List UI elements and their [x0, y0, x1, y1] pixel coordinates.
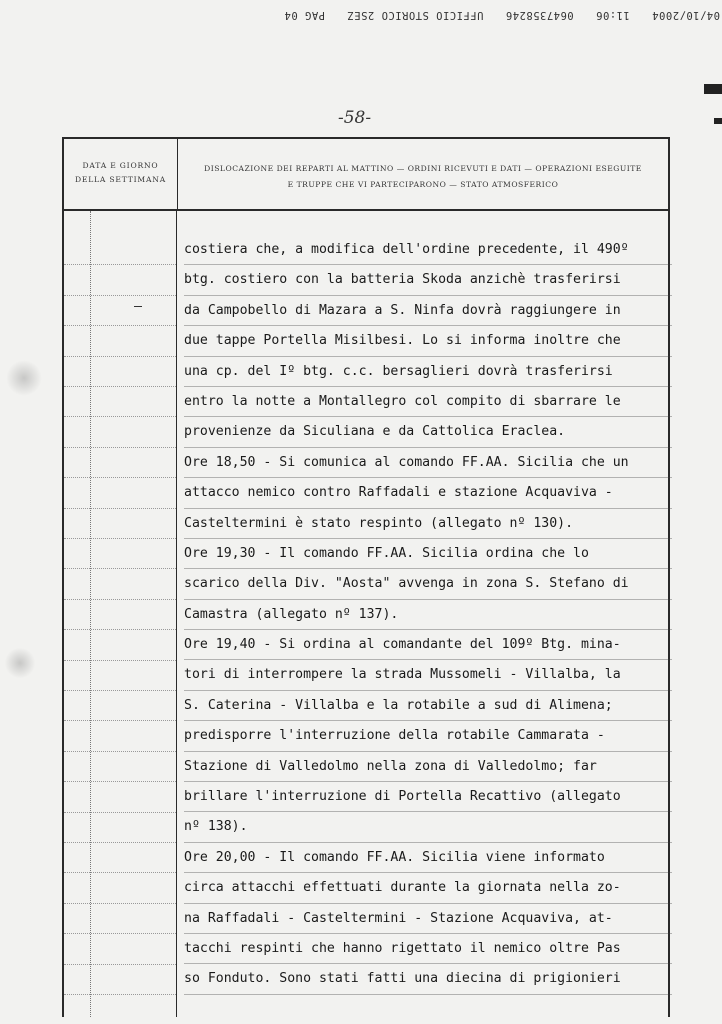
text-line: na Raffadali - Casteltermini - Stazione Acquaviva, at-: [184, 904, 672, 934]
text-line: brillare l'interruzione di Portella Recattivo (allegato: [184, 782, 672, 812]
date-column-rule: [64, 386, 176, 387]
fax-date: 04/10/2004: [651, 9, 720, 21]
text-line: costiera che, a modifica dell'ordine precedente, il 490º: [184, 235, 672, 265]
page-number: -58-: [338, 108, 372, 128]
date-column-rule: [64, 325, 176, 326]
date-header-line: DELLA SETTIMANA: [74, 175, 167, 184]
text-line: Ore 18,50 - Si comunica al comando FF.AA. Sicilia che un: [184, 448, 672, 478]
fax-number: 0647358246: [505, 9, 574, 21]
date-column-rule: [64, 629, 176, 630]
date-column-rule: [64, 812, 176, 813]
text-line: Ore 19,30 - Il comando FF.AA. Sicilia ordina che lo: [184, 539, 672, 569]
date-column-rule: [64, 416, 176, 417]
date-column-rule: [64, 508, 176, 509]
date-column-rule: [64, 690, 176, 691]
date-column-header: [64, 139, 178, 209]
text-line: predisporre l'interruzione della rotabile Cammarata -: [184, 721, 672, 751]
edge-mark: [714, 118, 722, 124]
text-line: Ore 19,40 - Si ordina al comandante del 109º Btg. mina-: [184, 630, 672, 660]
text-line: entro la notte a Montallegro col compito di sbarrare le: [184, 387, 672, 417]
text-line: Ore 20,00 - Il comando FF.AA. Sicilia viene informato: [184, 843, 672, 873]
date-column-rule: [64, 264, 176, 265]
date-column-rule: [64, 568, 176, 569]
scan-smudge: [4, 648, 36, 678]
document-body: [184, 235, 672, 995]
text-line: so Fonduto. Sono stati fatti una diecina di prigionieri: [184, 964, 672, 994]
date-column-rule: [64, 538, 176, 539]
margin-dash: [134, 306, 142, 307]
date-column-rule: [64, 842, 176, 843]
date-column-rule: [64, 599, 176, 600]
fax-page: PAG 04: [284, 9, 326, 21]
description-column-header: [178, 139, 668, 231]
fax-sender: UFFICIO STORICO 2SEZ: [347, 9, 484, 21]
text-line: btg. costiero con la batteria Skoda anzichè trasferirsi: [184, 265, 672, 295]
text-line: attacco nemico contro Raffadali e stazione Acquaviva -: [184, 478, 672, 508]
date-column-rule: [64, 903, 176, 904]
text-line: Camastra (allegato nº 137).: [184, 600, 672, 630]
text-line: circa attacchi effettuati durante la giornata nella zo-: [184, 873, 672, 903]
text-line: due tappe Portella Misilbesi. Lo si informa inoltre che: [184, 326, 672, 356]
subcolumn-rule: [90, 211, 91, 1017]
text-line: scarico della Div. "Aosta" avvenga in zona S. Stefano di: [184, 569, 672, 599]
fax-transmission-header: [70, 4, 720, 26]
edge-mark: [704, 84, 722, 94]
text-line: una cp. del Iº btg. c.c. bersaglieri dovrà trasferirsi: [184, 357, 672, 387]
text-line: da Campobello di Mazara a S. Ninfa dovrà raggiungere in: [184, 296, 672, 326]
description-header-line: DISLOCAZIONE DEI REPARTI AL MATTINO — ORDINI RICEVUTI E DATI — OPERAZIONI ESEGUITE: [204, 164, 642, 173]
scan-smudge: [6, 360, 42, 396]
text-line: nº 138).: [184, 812, 672, 842]
text-line: Stazione di Valledolmo nella zona di Valledolmo; far: [184, 752, 672, 782]
date-column-rule: [64, 994, 176, 995]
date-column-rule: [64, 477, 176, 478]
date-column-rule: [64, 933, 176, 934]
date-column-rule: [64, 660, 176, 661]
date-column-rule: [64, 720, 176, 721]
description-header-line: E TRUPPE CHE VI PARTECIPARONO — STATO ATMOSFERICO: [287, 180, 559, 189]
date-column-rule: [64, 964, 176, 965]
text-line: tori di interrompere la strada Mussomeli - Villalba, la: [184, 660, 672, 690]
text-line: S. Caterina - Villalba e la rotabile a sud di Alimena;: [184, 691, 672, 721]
date-column-rule: [64, 872, 176, 873]
date-header-line: DATA E GIORNO: [82, 161, 159, 170]
table-header: [64, 139, 668, 211]
date-column-rule: [64, 781, 176, 782]
text-line: Casteltermini è stato respinto (allegato nº 130).: [184, 509, 672, 539]
date-column-rule: [64, 295, 176, 296]
date-column-rule: [64, 356, 176, 357]
text-line: provenienze da Siculiana e da Cattolica Eraclea.: [184, 417, 672, 447]
register-table: [62, 137, 670, 1017]
date-column-rule: [64, 751, 176, 752]
fax-time: 11:06: [595, 9, 630, 21]
column-divider: [176, 211, 177, 1017]
date-column-rule: [64, 447, 176, 448]
text-line: tacchi respinti che hanno rigettato il nemico oltre Pas: [184, 934, 672, 964]
